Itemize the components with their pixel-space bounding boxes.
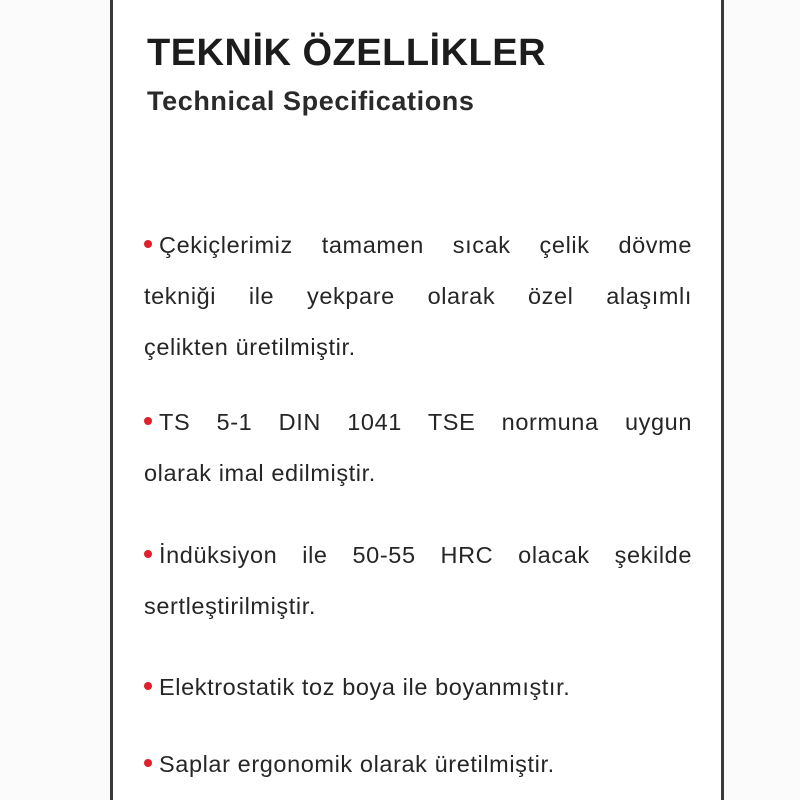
spec-line: sertleştirilmiştir.	[144, 593, 316, 619]
bullet-icon	[144, 682, 152, 690]
bullet-icon	[144, 240, 152, 248]
spec-line: olarak imal edilmiştir.	[144, 460, 376, 486]
spec-line	[144, 662, 692, 713]
spec-line: tekniği ile yekpare olarak özel alaşımlı	[144, 283, 692, 309]
spec-text: İndüksiyon ile 50-55 HRC olacak şekilde	[159, 542, 692, 568]
spec-item	[144, 739, 692, 790]
spec-item	[144, 397, 692, 499]
spec-text: Saplar ergonomik olarak üretilmiştir.	[159, 751, 555, 777]
spec-line	[144, 220, 692, 271]
spec-line	[144, 530, 692, 581]
bullet-icon	[144, 759, 152, 767]
spec-text: Çekiçlerimiz tamamen sıcak çelik dövme	[159, 232, 692, 258]
bullet-icon	[144, 550, 152, 558]
page-title: TEKNİK ÖZELLİKLER	[147, 32, 547, 74]
spec-line: çelikten üretilmiştir.	[144, 334, 356, 360]
spec-line	[144, 397, 692, 448]
page-subtitle: Technical Specifications	[147, 86, 475, 116]
spec-text: Elektrostatik toz boya ile boyanmıştır.	[159, 674, 571, 700]
spec-item	[144, 220, 692, 373]
spec-line	[144, 739, 692, 790]
bullet-icon	[144, 417, 152, 425]
spec-item	[144, 662, 692, 713]
spec-text: TS 5-1 DIN 1041 TSE normuna uygun	[159, 409, 692, 435]
spec-item	[144, 530, 692, 632]
